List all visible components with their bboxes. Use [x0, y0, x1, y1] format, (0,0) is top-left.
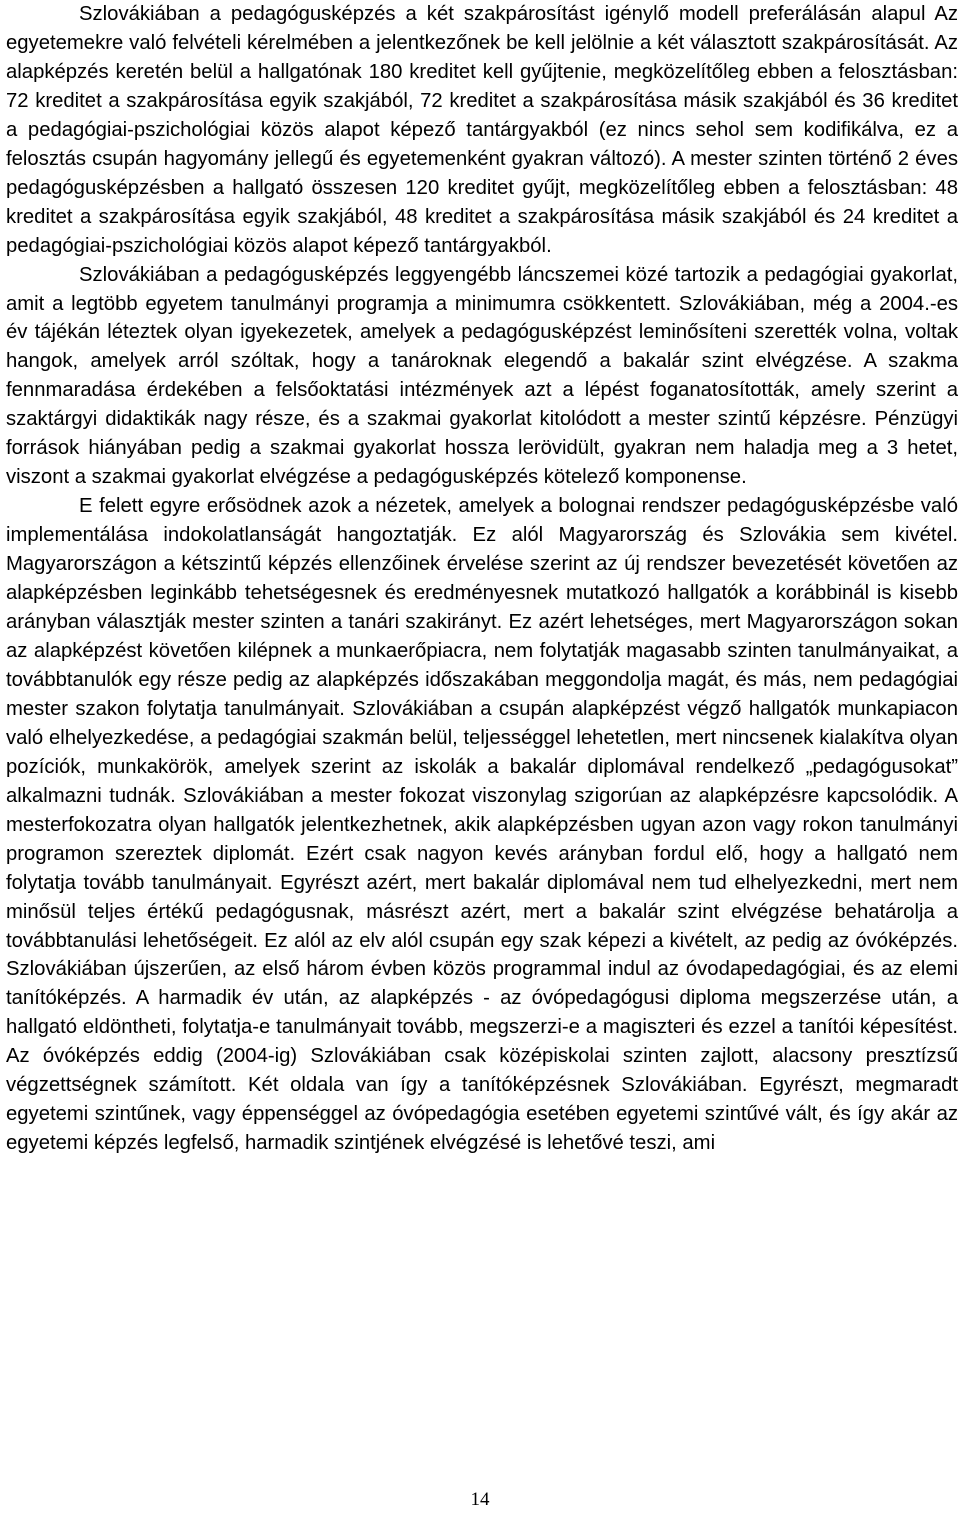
- paragraph-2: Szlovákiában a pedagógusképzés leggyengébb láncszemei közé tartozik a pedagógiai gyakorlat, amit a legtöbb egyetem tanulmányi programja a minimumra csökkentett. Szlovákiában, még a 2004.-es év tájékán léteztek olyan igyekezetek, amelyek a pedagógusképzést leminősíteni szerették volna, voltak hangok, amelyek arról szóltak, hogy a tanároknak elegendő a bakalár szint elvégzése. A szakma fennmaradása érdekében a felsőoktatási intézmények azt a lépést foganatosították, amely szerint a szaktárgyi didaktikák nagy része, és a szakmai gyakorlat kitolódott a mester szintű képzésre. Pénzügyi források hiányában pedig a szakmai gyakorlat hossza lerövidült, gyakran nem haladja meg a 3 hetet, viszont a szakmai gyakorlat elvégzése a pedagógusképzés kötelező komponense.: [6, 263, 958, 489]
- paragraph-3: E felett egyre erősödnek azok a nézetek, amelyek a bolognai rendszer pedagógusképzésbe való implementálása indokolatlanságát hangoztatják. Ez alól Magyarország és Szlovákia sem kivétel. Magyarországon a kétszintű képzés ellenzőinek érvelése szerint az új rendszer bevezetését követően az alapképzésben leginkább tehetségesnek és eredményesnek mutatkozó hallgatók a korábbinál is kisebb arányban választják mester szinten a tanári szakirányt. Ez azért lehetséges, mert Magyarországon sokan az alapképzést követően kilépnek a munkaerőpiacra, nem folytatják magasabb szinten tanulmányaikat, a továbbtanulók egy része pedig az alapképzés időszakában meggondolja magát, és más, nem pedagógiai mester szakon folytatja tanulmányait. Szlovákiában a csupán alapképzést végző hallgatók munkapiacon való elhelyezkedése, a pedagógiai szakmán belül, teljességgel lehetetlen, mert nincsenek kialakítva olyan pozíciók, munkakörök, amelyek szerint az iskolák a bakalár diplomával rendelkező „pedagógusokat” alkalmazni tudnák. Szlovákiában a mester fokozat viszonylag szigorúan az alapképzésre kapcsolódik. A mesterfokozatra olyan hallgatók jelentkezhetnek, akik alapképzésben ugyan azon vagy rokon tanulmányi programon szereztek diplomát. Ezért csak nagyon kevés arányban fordul elő, hogy a hallgató nem folytatja tovább tanulmányait. Egyrészt azért, mert bakalár diplomával nem tud elhelyezkedni, mert nem minősül teljes értékű pedagógusnak, másrészt azért, mert a bakalár szint elvégzése behatárolja a továbbtanulási lehetőségeit. Ez alól az elv alól csupán egy szak képezi a kivételt, az pedig az óvóképzés. Szlovákiában újszerűen, az első három évben közös programmal indul az óvodapedagógiai, és az elemi tanítóképzés. A harmadik év után, az alapképzés - az óvópedagógusi diploma megszerzése után, a hallgató eldöntheti, folytatja-e tanulmányait tovább, megszerzi-e a magiszteri és ezzel a tanítói képesítést. Az óvóképzés eddig (2004-ig) Szlovákiában csak középiskolai szinten zajlott, alacsony presztízsű végzettségnek számított. Két oldala van így a tanítóképzésnek Szlovákiában. Egyrészt, megmaradt egyetemi szintűnek, vagy éppenséggel az óvópedagógia esetében egyetemi szintűvé vált, és így akár az egyetemi képzés legfelső, harmadik szintjének elvégzésé is lehetővé teszi, ami: [6, 495, 958, 1155]
- document-body: [6, 0, 958, 1158]
- paragraph-1: Szlovákiában a pedagógusképzés a két szakpárosítást igénylő modell preferálásán alapul Az egyetemekre való felvételi kérelmében a jelentkezőnek be kell jelölnie a két választott szakpárosítását. Az alapképzés keretén belül a hallgatónak 180 kreditet kell gyűjtenie, megközelítőleg ebben a felosztásban: 72 kreditet a szakpárosítása egyik szakjából, 72 kreditet a szakpárosítása másik szakjából és 36 kreditet a pedagógiai-pszichológiai közös alapot képező tantárgyakból (ez nincs sehol sem kodifikálva, ez a felosztás csupán hagyomány jellegű és egyetemenként gyakran változó). A mester szinten történő 2 éves pedagógusképzésben a hallgató összesen 120 kreditet gyűjt, megközelítőleg ebben a felosztásban: 48 kreditet a szakpárosítása egyik szakjából, 48 kreditet a szakpárosítása másik szakjából és 24 kreditet a pedagógiai-pszichológiai közös alapot képező tantárgyakból.: [6, 3, 958, 257]
- page-number: 14: [470, 1489, 490, 1510]
